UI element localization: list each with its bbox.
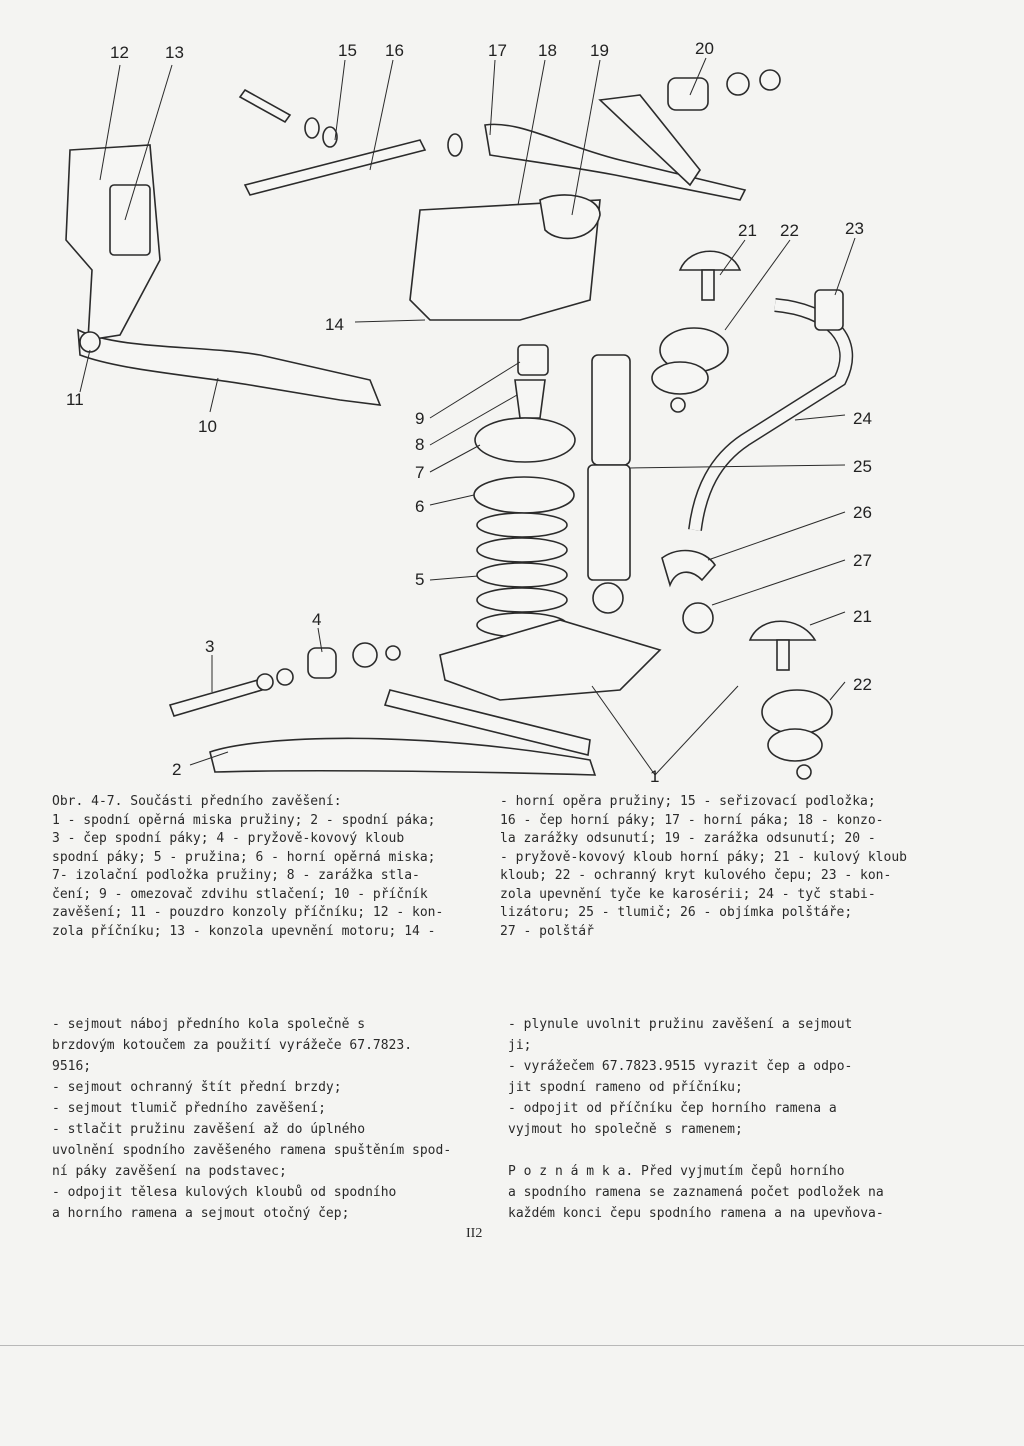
ball-joint-lower xyxy=(750,621,815,640)
label-19: 19 xyxy=(590,41,609,60)
label-21: 21 xyxy=(738,221,757,240)
label-13: 13 xyxy=(165,43,184,62)
figure-caption-right: - horní opěra pružiny; 15 - seřizovací podložka; 16 - čep horní páky; 17 - horní páka; 18 - konzo- la zarážky odsunutí; 19 - zarážka odsunutí; 20 - - pryžově-kovový kloub horní páky; 21 - kulový kloub kloub; 22 - ochranný kryt kulového čepu; 23 - kon- zola upevnění tyče ke karosérii; 24 - tyč stabi- lizátoru; 25 - tlumič; 26 - objímka polštáře; 27 - polštář xyxy=(500,794,907,939)
label-24: 24 xyxy=(853,409,872,428)
page-number: II2 xyxy=(466,1226,483,1241)
upper-arm-part xyxy=(485,124,745,200)
label-25: 25 xyxy=(853,457,872,476)
body-text-right-column: - plynule uvolnit pružinu zavěšení a sejmout ji; - vyrážečem 67.7823.9515 vyrazit čep a odpo- jit spodní rameno od příčníku; - odpojit od příčníku čep horního ramena a vyjmout ho společně s ramenem; P o z n á m k a. Před vyjmutím čepů horního a spodního ramena se zaznamená počet podložek na každém konci čepu spodního ramena a na upevňova- xyxy=(508,1017,884,1221)
label-3: 3 xyxy=(205,637,215,656)
ball-joint-boot-lower xyxy=(762,690,832,734)
lower-arm-part xyxy=(210,738,595,775)
label-20: 20 xyxy=(695,39,714,58)
crossmember-part xyxy=(78,330,380,405)
label-21-lower: 21 xyxy=(853,607,872,626)
label-14: 14 xyxy=(325,315,344,334)
label-23: 23 xyxy=(845,219,864,238)
label-18: 18 xyxy=(538,41,557,60)
stabilizer-mount-bracket xyxy=(815,290,843,330)
label-11: 11 xyxy=(66,390,84,409)
stroke-limiter xyxy=(518,345,548,375)
lower-arm-bushing xyxy=(308,648,336,678)
label-10: 10 xyxy=(198,417,217,436)
label-7: 7 xyxy=(415,463,425,482)
figure-caption-left: Obr. 4-7. Součásti předního zavěšení: 1 - spodní opěrná miska pružiny; 2 - spodní páka; 3 - čep spodní páky; 4 - pryžově-kovový kloub spodní páky; 5 - pružina; 6 - horní opěrná miska; 7- izolační podložka pružiny; 8 - zarážka stla- čení; 9 - omezovač zdvihu stlačení; 10 - příčník zavěšení; 11 - pouzdro konzoly příčníku; 12 - kon- zola příčníku; 13 - konzola upevnění motoru; 14 - xyxy=(52,794,444,939)
upper-arm-joint xyxy=(668,78,708,110)
engine-mount-bracket xyxy=(110,185,150,255)
label-9: 9 xyxy=(415,409,425,428)
label-2: 2 xyxy=(172,760,182,779)
bump-stop-part xyxy=(515,380,545,418)
body-text-left-column: - sejmout náboj předního kola společně s brzdovým kotoučem za použití vyrážeče 67.7823. 9516; - sejmout ochranný štít přední brzdy; - sejmout tlumič předního zavěšení; - stlačit pružinu zavěšení až do úplného uvolnění spodního zavěšeného ramena spuštěním spod- ní páky zavěšení na podstavec; - odpojit tělesa kulových kloubů od spodního a horního ramena a sejmout otočný čep; xyxy=(52,1017,452,1221)
label-27: 27 xyxy=(853,551,872,570)
label-5: 5 xyxy=(415,570,425,589)
coil-spring-part xyxy=(477,513,567,637)
crossmember-bushing xyxy=(80,332,100,352)
upper-arm-pin xyxy=(245,140,425,195)
upper-spring-seat xyxy=(474,477,574,513)
label-4: 4 xyxy=(312,610,322,629)
spring-insulator xyxy=(475,418,575,462)
stabilizer-cushion xyxy=(683,603,713,633)
label-22: 22 xyxy=(780,221,799,240)
label-6: 6 xyxy=(415,497,425,516)
lower-arm-pin xyxy=(170,680,262,716)
label-8: 8 xyxy=(415,435,425,454)
shock-absorber-part xyxy=(592,355,630,465)
label-26: 26 xyxy=(853,503,872,522)
label-15: 15 xyxy=(338,41,357,60)
lower-spring-pan xyxy=(440,620,660,700)
label-16: 16 xyxy=(385,41,404,60)
stabilizer-clamp xyxy=(662,551,715,585)
ball-joint-upper xyxy=(680,251,740,270)
label-1: 1 xyxy=(650,767,660,786)
label-12: 12 xyxy=(110,43,129,62)
label-17: 17 xyxy=(488,41,507,60)
scan-edge-rule xyxy=(0,1345,1024,1346)
label-22-lower: 22 xyxy=(853,675,872,694)
